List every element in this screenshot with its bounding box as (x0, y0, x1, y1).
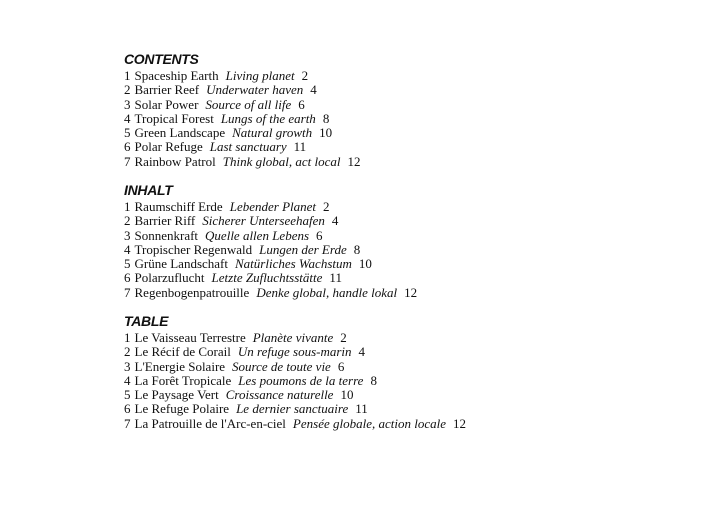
entry-subtitle: Natural growth (232, 125, 313, 141)
list-item (124, 214, 417, 228)
entry-title: Regenbogenpatrouille (134, 284, 250, 300)
list-item (124, 140, 360, 154)
entry-subtitle: Source de toute vie (232, 358, 331, 374)
entry-page-number: 11 (293, 139, 307, 155)
entry-page-number: 6 (337, 358, 345, 374)
entry-page-number: 10 (340, 387, 354, 403)
list-item (124, 229, 417, 243)
list-item (124, 374, 466, 388)
entry-page-number: 12 (347, 153, 361, 169)
list-item (124, 388, 466, 402)
section-contents-german (124, 182, 417, 300)
entry-page-number: 10 (358, 256, 372, 272)
list-item (124, 112, 360, 126)
entry-number: 4 (124, 110, 131, 126)
entry-list (124, 69, 360, 169)
entry-subtitle: Lungs of the earth (220, 110, 316, 126)
entry-subtitle: Le dernier sanctuaire (236, 401, 349, 417)
entry-title: Barrier Reef (134, 82, 200, 98)
section-title: INHALT (124, 182, 173, 198)
entry-number: 5 (124, 387, 131, 403)
list-item (124, 286, 417, 300)
section-title: CONTENTS (124, 51, 199, 67)
entry-page-number: 4 (310, 82, 317, 98)
entry-title: Polar Refuge (134, 139, 203, 155)
entry-number: 7 (124, 284, 131, 300)
entry-number: 1 (124, 68, 131, 83)
entry-title: L'Energie Solaire (134, 358, 226, 374)
entry-page-number: 6 (316, 227, 323, 243)
entry-page-number: 4 (358, 344, 366, 360)
entry-list (124, 200, 417, 300)
entry-number: 6 (124, 270, 131, 286)
entry-subtitle: Underwater haven (206, 82, 304, 98)
list-item (124, 155, 360, 169)
entry-page-number: 10 (319, 125, 333, 141)
entry-title: Rainbow Patrol (134, 153, 216, 169)
list-item (124, 69, 360, 83)
entry-title: La Patrouille de l'Arc-en-ciel (134, 415, 286, 431)
entry-title: Sonnenkraft (134, 227, 199, 243)
list-item (124, 126, 360, 140)
entry-page-number: 4 (331, 213, 339, 229)
entry-number: 2 (124, 213, 131, 229)
entry-page-number: 12 (404, 284, 418, 300)
section-contents-english (124, 51, 360, 169)
entry-number: 3 (124, 358, 131, 374)
entry-title: Tropical Forest (134, 110, 214, 126)
section-title: TABLE (124, 313, 169, 329)
entry-subtitle: Lungen der Erde (259, 241, 347, 257)
entry-number: 1 (124, 199, 131, 214)
entry-subtitle: Planète vivante (252, 330, 334, 345)
entry-title: Polarzuflucht (134, 270, 205, 286)
list-item (124, 417, 466, 431)
list-item (124, 243, 417, 257)
entry-page-number: 11 (329, 270, 342, 286)
entry-subtitle: Last sanctuary (209, 139, 287, 155)
entry-page-number: 2 (323, 199, 330, 214)
list-item (124, 360, 466, 374)
entry-page-number: 8 (370, 372, 377, 388)
list-item (124, 402, 466, 416)
entry-page-number: 12 (452, 415, 466, 431)
entry-number: 3 (124, 227, 131, 243)
entry-number: 7 (124, 153, 131, 169)
entry-page-number: 8 (322, 110, 330, 126)
entry-title: Tropischer Regenwald (134, 241, 253, 257)
entry-page-number: 2 (340, 330, 347, 345)
entry-page-number: 2 (301, 68, 309, 83)
entry-page-number: 8 (353, 241, 361, 257)
entry-number: 2 (124, 344, 131, 360)
entry-title: Raumschiff Erde (134, 199, 223, 214)
entry-number: 4 (124, 241, 131, 257)
list-item (124, 271, 417, 285)
entry-number: 5 (124, 125, 131, 141)
list-item (124, 200, 417, 214)
entry-subtitle: Un refuge sous-marin (237, 344, 352, 360)
entry-number: 7 (124, 415, 131, 431)
entry-title: Barrier Riff (134, 213, 196, 229)
entry-subtitle: Lebender Planet (229, 199, 317, 214)
entry-title: Le Récif de Corail (134, 344, 231, 360)
entry-number: 5 (124, 256, 131, 272)
entry-list (124, 331, 466, 431)
entry-subtitle: Quelle allen Lebens (205, 227, 310, 243)
entry-title: Solar Power (134, 96, 199, 112)
entry-title: Green Landscape (134, 125, 226, 141)
list-item (124, 345, 466, 359)
entry-subtitle: Croissance naturelle (225, 387, 334, 403)
list-item (124, 98, 360, 112)
section-contents-french (124, 313, 466, 431)
entry-subtitle: Pensée globale, action locale (292, 415, 446, 431)
entry-subtitle: Sicherer Unterseehafen (202, 213, 325, 229)
entry-subtitle: Think global, act local (222, 153, 341, 169)
entry-number: 4 (124, 372, 131, 388)
entry-title: Grüne Landschaft (134, 256, 228, 272)
list-item (124, 83, 360, 97)
entry-title: Le Refuge Polaire (134, 401, 230, 417)
entry-number: 2 (124, 82, 131, 98)
entry-subtitle: Living planet (225, 68, 295, 83)
entry-number: 1 (124, 330, 131, 345)
entry-number: 6 (124, 139, 131, 155)
list-item (124, 257, 417, 271)
list-item (124, 331, 466, 345)
entry-page-number: 11 (355, 401, 368, 417)
entry-title: Le Paysage Vert (134, 387, 219, 403)
entry-subtitle: Les poumons de la terre (238, 372, 364, 388)
entry-subtitle: Denke global, handle lokal (256, 284, 398, 300)
entry-number: 3 (124, 96, 131, 112)
entry-title: Le Vaisseau Terrestre (134, 330, 246, 345)
entry-title: La Forêt Tropicale (134, 372, 232, 388)
entry-title: Spaceship Earth (134, 68, 219, 83)
entry-subtitle: Source of all life (205, 96, 292, 112)
entry-subtitle: Natürliches Wachstum (235, 256, 352, 272)
entry-subtitle: Letzte Zufluchtsstätte (211, 270, 323, 286)
entry-number: 6 (124, 401, 131, 417)
entry-page-number: 6 (298, 96, 305, 112)
